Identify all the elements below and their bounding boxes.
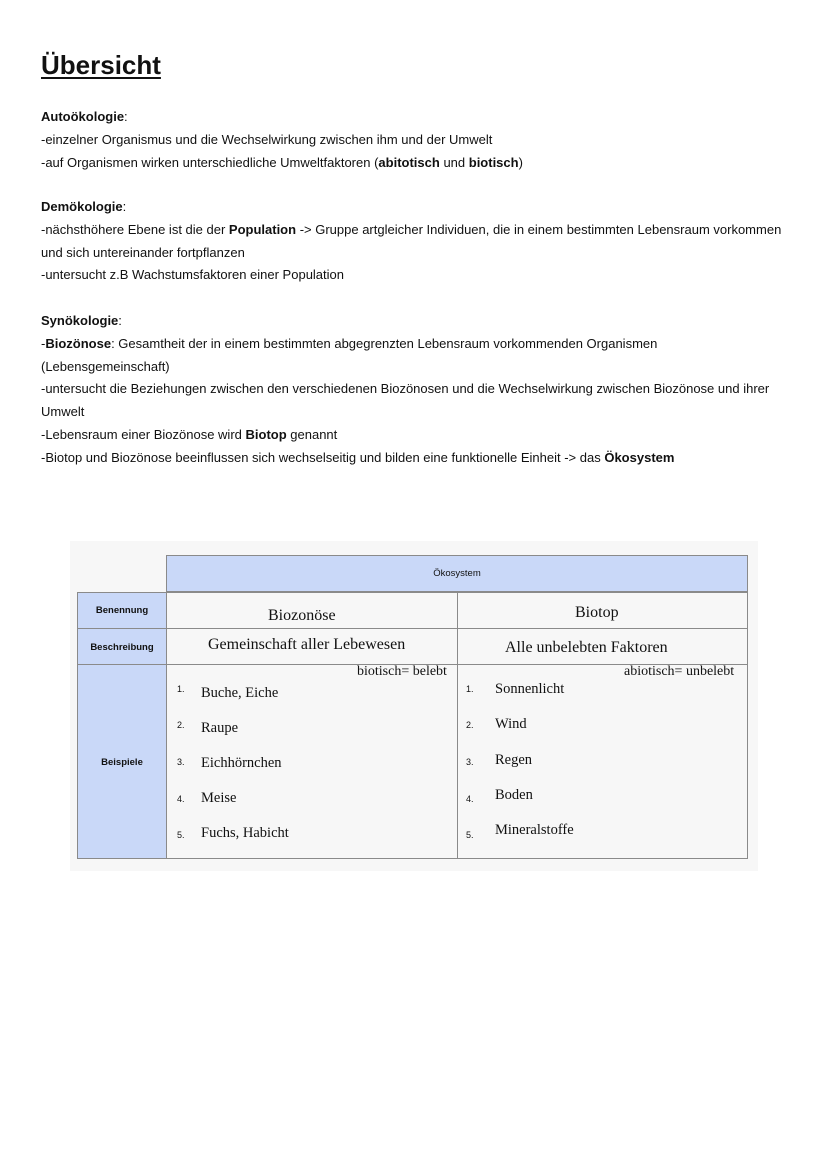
page-title: Übersicht (41, 50, 161, 80)
colon: : (118, 313, 122, 328)
list-number: 2. (466, 720, 474, 730)
text-part: - (41, 335, 46, 351)
heading-autoekologie: Autoökologie (41, 109, 125, 124)
list-number: 1. (466, 684, 474, 694)
list-item: Raupe (201, 720, 239, 736)
heading-demoekologie: Demökologie (41, 199, 123, 214)
text-line (41, 152, 786, 175)
text-part: : Gesamtheit der in einem bestimmten abgegrenzten Lebensraum vorkommenden Organismen (Lebensgemeinschaft) (41, 335, 658, 374)
row-label-benennung: Benennung (77, 592, 167, 629)
text-line (41, 447, 786, 470)
list-item: Boden (495, 787, 533, 803)
text-part: -Lebensraum einer Biozönose wird (41, 426, 246, 442)
text-line (41, 219, 786, 265)
list-number: 5. (466, 830, 474, 840)
text-line (41, 424, 786, 447)
bold-term: biotisch (468, 154, 519, 170)
bold-term: Ökosystem (604, 449, 675, 465)
list-item: Mineralstoffe (495, 822, 574, 838)
list-number: 4. (177, 794, 185, 804)
table-line (77, 858, 748, 859)
list-number: 5. (177, 830, 185, 840)
list-item: Regen (495, 752, 533, 768)
text-part: -Biotop und Biozönose beeinflussen sich wechselseitig und bilden eine funktionelle Einheit -> das (41, 449, 605, 465)
bold-term: abitotisch (378, 154, 440, 170)
colon: : (124, 109, 128, 124)
section-autoekologie (41, 106, 786, 174)
row-label-beschreibung: Beschreibung (77, 629, 167, 665)
cell-desc-biotop: Alle unbelebten Faktoren (505, 639, 668, 656)
text-line: -untersucht z.B Wachstumsfaktoren einer Population (41, 267, 344, 283)
text-part: -auf Organismen wirken unterschiedliche Umweltfaktoren ( (41, 154, 379, 170)
list-item: Wind (495, 716, 527, 732)
bold-term: Biozönose (45, 335, 112, 351)
heading-synoekologie: Synökologie (41, 313, 119, 328)
text-line (41, 333, 786, 379)
list-item: Eichhörnchen (201, 755, 282, 771)
text-part: und (439, 154, 469, 170)
list-item: Meise (201, 790, 237, 806)
text-part: -nächsthöhere Ebene ist die der (41, 221, 229, 237)
section-demoekologie (41, 196, 786, 287)
note-abiotisch: abiotisch= unbelebt (624, 664, 735, 679)
text-line: -einzelner Organismus und die Wechselwirkung zwischen ihm und der Umwelt (41, 131, 493, 147)
row-label-beispiele: Beispiele (77, 665, 167, 859)
text-line: -untersucht die Beziehungen zwischen den verschiedenen Biozönosen und die Wechselwirkung zwischen Biozönose und ihrer Umwelt (41, 381, 770, 420)
list-number: 2. (177, 720, 185, 730)
colon: : (122, 199, 127, 214)
table-line (77, 592, 78, 859)
list-number: 3. (177, 757, 185, 767)
table-line (166, 592, 167, 859)
table-line (77, 592, 748, 593)
cell-desc-biozonoese: Gemeinschaft aller Lebewesen (208, 636, 406, 653)
table-line (747, 592, 748, 859)
list-item: Sonnenlicht (495, 681, 565, 697)
note-biotisch: biotisch= belebt (357, 664, 447, 679)
list-number: 3. (466, 757, 474, 767)
bold-term: Population (228, 221, 297, 237)
table-line (457, 592, 458, 859)
list-item: Buche, Eiche (201, 685, 279, 701)
list-number: 4. (466, 794, 474, 804)
bold-term: Biotop (245, 426, 287, 442)
list-item: Fuchs, Habicht (201, 825, 289, 841)
text-part: -> Gruppe artgleicher Individuen, die in einem bestimmten Lebensraum vorkommen und sich untereinander fortpflanzen (41, 221, 782, 260)
text-part: ) (518, 154, 523, 170)
section-synoekologie (41, 310, 786, 470)
table-line (77, 628, 748, 629)
list-number: 1. (177, 684, 185, 694)
table-header-oekosystem: Ökosystem (166, 555, 748, 592)
cell-name-biozonoese: Biozonöse (268, 607, 336, 624)
text-part: genannt (286, 426, 338, 442)
cell-name-biotop: Biotop (575, 604, 619, 621)
